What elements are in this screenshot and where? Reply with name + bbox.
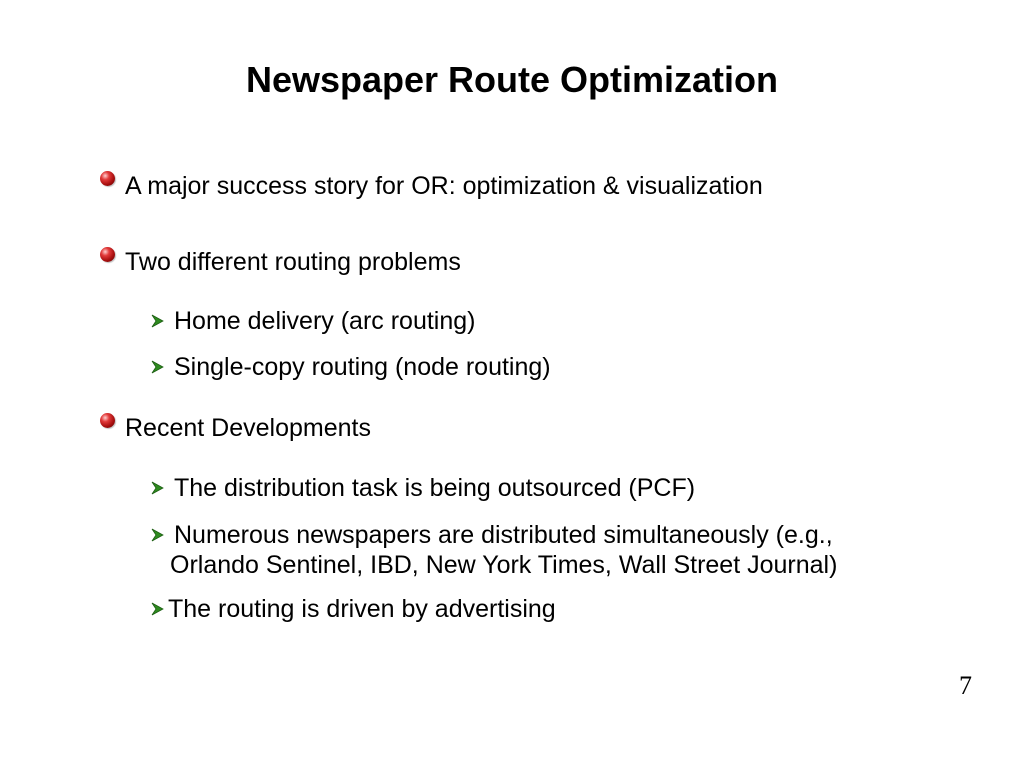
bullet-text: Two different routing problems [125, 248, 461, 276]
bullet-item [100, 413, 371, 443]
sub-bullet-text-line-1: Numerous newspapers are distributed simultaneously (e.g., [174, 521, 833, 549]
sub-bullet-item [150, 306, 476, 336]
red-ball-bullet-icon [100, 413, 115, 428]
sub-bullet-text-line-2: Orlando Sentinel, IBD, New York Times, Wall Street Journal) [170, 551, 838, 579]
red-ball-bullet-icon [100, 171, 115, 186]
red-ball-bullet-icon [100, 247, 115, 262]
bullet-item [100, 171, 763, 201]
bullet-text: Recent Developments [125, 414, 371, 442]
bullet-text: A major success story for OR: optimization & visualization [125, 172, 763, 200]
green-arrow-bullet-icon [150, 601, 166, 617]
sub-bullet-item [150, 473, 695, 503]
sub-bullet-text: Single-copy routing (node routing) [174, 353, 551, 381]
sub-bullet-text [170, 520, 838, 580]
green-arrow-bullet-icon [150, 480, 166, 496]
green-arrow-bullet-icon [150, 359, 166, 375]
sub-bullet-text: The distribution task is being outsourced (PCF) [174, 474, 696, 502]
page-number: 7 [959, 671, 972, 700]
green-arrow-bullet-icon [150, 527, 166, 543]
sub-bullet-item [150, 594, 556, 624]
sub-bullet-text: Home delivery (arc routing) [174, 307, 476, 335]
sub-bullet-item [150, 352, 551, 382]
slide-title: Newspaper Route Optimization [245, 59, 779, 100]
sub-bullet-item [150, 520, 837, 580]
bullet-item [100, 247, 461, 277]
sub-bullet-text: The routing is driven by advertising [168, 595, 556, 623]
green-arrow-bullet-icon [150, 313, 166, 329]
